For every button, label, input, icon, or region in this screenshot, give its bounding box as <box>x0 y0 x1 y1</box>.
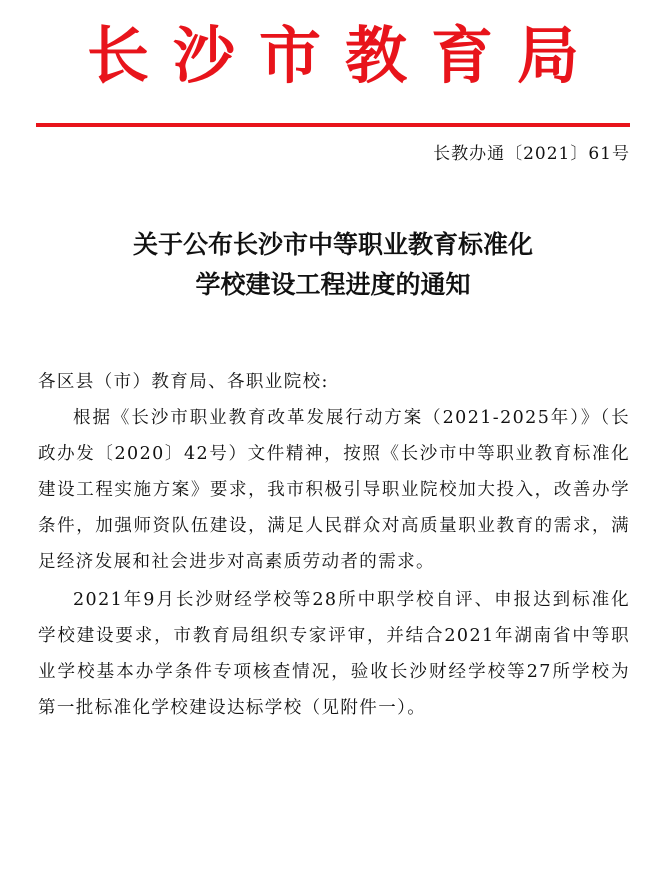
document-body <box>38 364 630 726</box>
issuer-title: 长沙市教育局 <box>86 19 603 92</box>
paragraph-2: 2021年9月长沙财经学校等28所中职学校自评、申报达到标准化学校建设要求，市教育局组织专家评审，并结合2021年湖南省中等职业学校基本办学条件专项核查情况，验收长沙财经学校等27所学校为第一批标准化学校建设达标学校（见附件一）。 <box>38 590 630 718</box>
red-divider <box>36 123 630 127</box>
document-title-line-1: 关于公布长沙市中等职业教育标准化 <box>132 230 533 259</box>
letterhead <box>0 6 666 106</box>
document-title <box>0 225 666 305</box>
document-number: 长教办通〔2021〕61号 <box>433 144 630 164</box>
paragraph-1: 根据《长沙市职业教育改革发展行动方案（2021-2025年）》（长政办发〔2020〕42号）文件精神，按照《长沙市中等职业教育标准化建设工程实施方案》要求，我市积极引导职业院校加大投入，改善办学条件，加强师资队伍建设，满足人民群众对高质量职业教育的需求，满足经济发展和社会进步对高素质劳动者的需求。 <box>38 408 630 572</box>
document-title-line-2: 学校建设工程进度的通知 <box>195 270 471 299</box>
salutation: 各区县（市）教育局、各职业院校: <box>38 372 329 392</box>
